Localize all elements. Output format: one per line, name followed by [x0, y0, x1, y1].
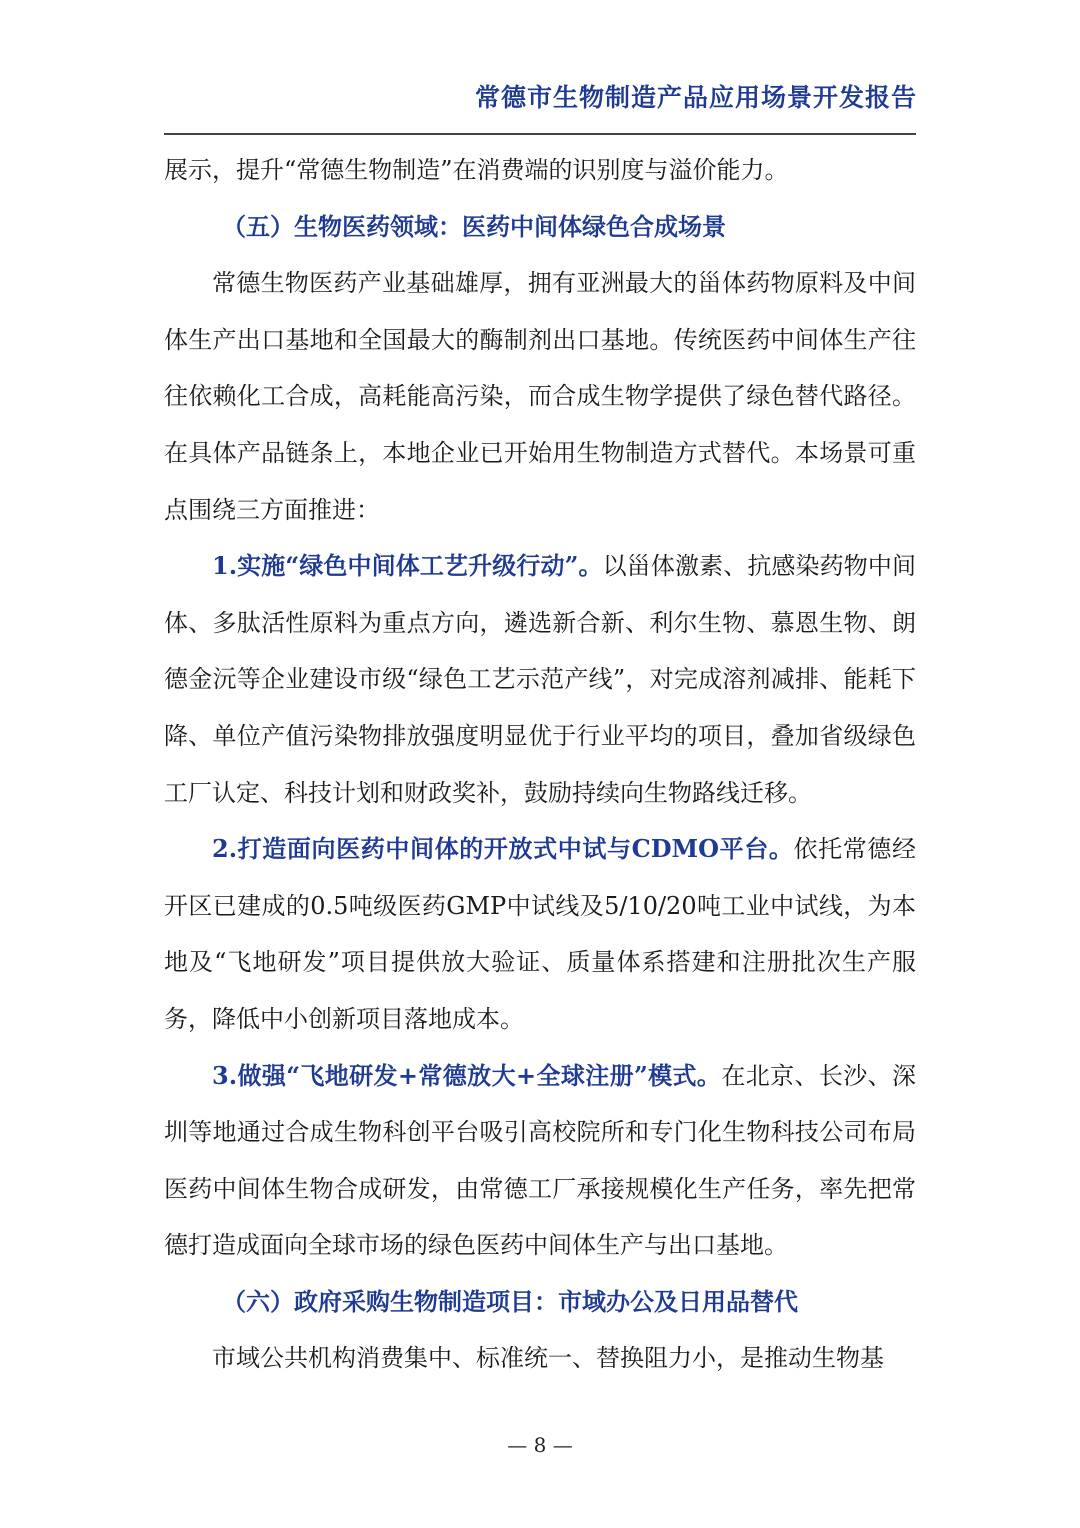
item-1-text: 以甾体激素、抗感染药物中间体、多肽活性原料为重点方向，遴选新合新、利尔生物、慕恩生物、朗德金沅等企业建设市级“绿色工艺示范产线”，对完成溶剂减排、能耗下降、单位产值污染物排放强度明显优于行业平均的项目，叠加省级绿色工厂认定、科技计划和财政奖补，鼓励持续向生物路线迁移。 — [164, 552, 917, 807]
section-6-paragraph: 市域公共机构消费集中、标准统一、替换阻力小，是推动生物基 — [212, 1344, 884, 1373]
section-5-item-3 — [164, 1048, 916, 1274]
page-number: — 8 — — [507, 1433, 573, 1457]
section-5-item-2 — [164, 821, 916, 1047]
section-5-paragraph: 常德生物医药产业基础雄厚，拥有亚洲最大的甾体药物原料及中间体生产出口基地和全国最大的酶制剂出口基地。传统医药中间体生产往往依赖化工合成，高耗能高污染，而合成生物学提供了绿色替代路径。在具体产品链条上，本地企业已开始用生物制造方式替代。本场景可重点围绕三方面推进： — [164, 269, 916, 524]
item-3-text: 在北京、长沙、深圳等地通过合成生物科创平台吸引高校院所和专门化生物科技公司布局医药中间体生物合成研发，由常德工厂承接规模化生产任务，率先把常德打造成面向全球市场的绿色医药中间体生产与出口基地。 — [164, 1061, 916, 1260]
item-2-lead: 2.打造面向医药中间体的开放式中试与CDMO平台。 — [212, 834, 794, 864]
item-3-lead: 3.做强“飞地研发+常德放大+全球注册”模式。 — [212, 1060, 722, 1090]
report-header-title: 常德市生物制造产品应用场景开发报告 — [474, 83, 917, 112]
page-body — [164, 142, 916, 1387]
section-5-item-1 — [164, 538, 916, 821]
header-divider — [164, 133, 916, 135]
item-2-text: 依托常德经开区已建成的0.5吨级医药GMP中试线及5/10/20吨工业中试线，为本地及“飞地研发”项目提供放大验证、质量体系搭建和注册批次生产服务，降低中小创新项目落地成本。 — [164, 835, 916, 1033]
section-6-heading: （六）政府采购生物制造项目：市域办公及日用品替代 — [222, 1286, 798, 1316]
item-1-lead: 1.实施“绿色中间体工艺升级行动”。 — [212, 551, 603, 581]
section-5-heading: （五）生物医药领域：医药中间体绿色合成场景 — [222, 211, 726, 241]
continued-paragraph: 展示，提升“常德生物制造”在消费端的识别度与溢价能力。 — [164, 156, 789, 184]
